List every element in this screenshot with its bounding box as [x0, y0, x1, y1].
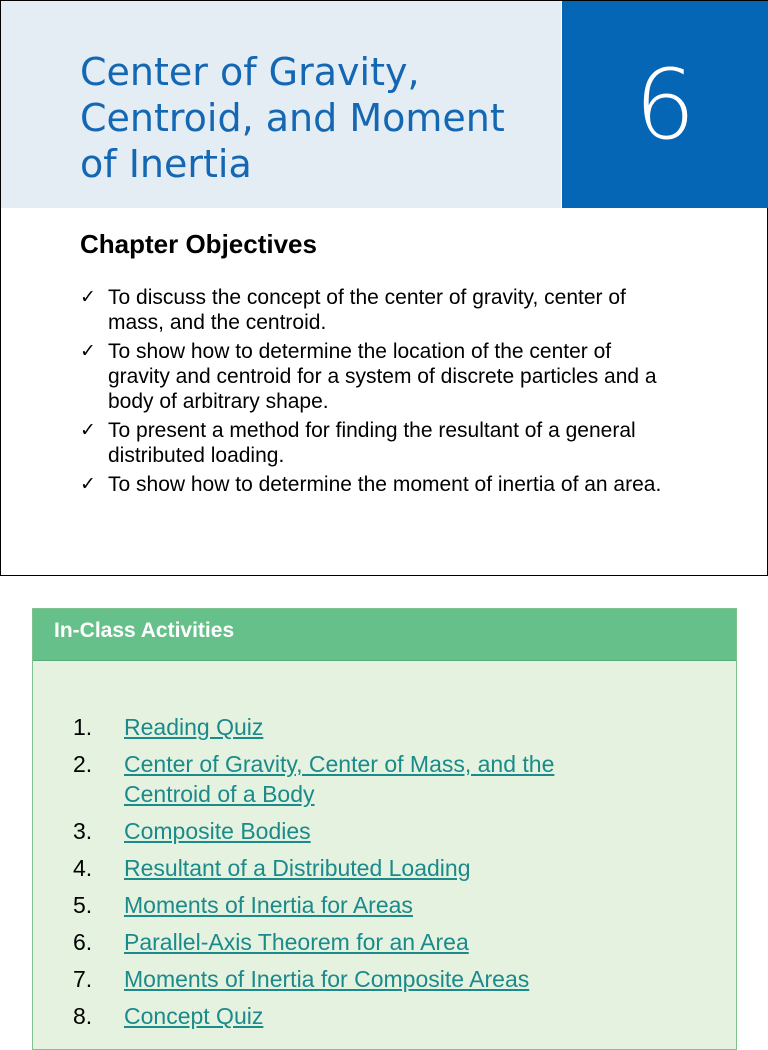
- objective-text: distributed loading.: [108, 444, 285, 467]
- chapter-number: 6: [562, 1, 768, 208]
- activity-item: [73, 890, 713, 920]
- objective-item: [80, 285, 750, 335]
- activity-number: 8.: [73, 1003, 93, 1029]
- objective-text: mass, and the centroid.: [108, 311, 327, 334]
- activity-number: 1.: [73, 714, 93, 740]
- objective-item: [80, 472, 750, 497]
- activity-link-reading-quiz[interactable]: Reading Quiz: [124, 714, 264, 740]
- activity-number: 4.: [73, 855, 93, 881]
- activity-link-moments-of-inertia[interactable]: Moments of Inertia for Areas: [124, 892, 413, 918]
- activity-link-composite-bodies[interactable]: Composite Bodies: [124, 818, 311, 844]
- checkmark-icon: ✓: [80, 419, 96, 441]
- objective-text: To show how to determine the moment of inertia of an area.: [108, 473, 662, 496]
- activity-item: [73, 964, 713, 994]
- title-band: [1, 1, 561, 208]
- activity-number: 5.: [73, 892, 93, 918]
- activity-item: [73, 853, 713, 883]
- activity-number: 6.: [73, 929, 93, 955]
- objective-text: gravity and centroid for a system of discrete particles and a: [108, 365, 657, 388]
- objective-item: [80, 339, 750, 414]
- activities-list: [73, 712, 713, 1038]
- activity-link-concept-quiz[interactable]: Concept Quiz: [124, 1003, 264, 1029]
- checkmark-icon: ✓: [80, 340, 96, 362]
- objectives-list: [80, 285, 750, 501]
- chapter-title: [80, 49, 550, 187]
- objectives-heading: Chapter Objectives: [80, 229, 317, 259]
- activity-item: [73, 816, 713, 846]
- activity-item: [73, 712, 713, 742]
- activity-number: 3.: [73, 818, 93, 844]
- activity-item: [73, 1001, 713, 1031]
- activity-item: [73, 927, 713, 957]
- objective-text: To show how to determine the location of the center of: [108, 340, 612, 363]
- activity-link-composite-areas[interactable]: Moments of Inertia for Composite Areas: [124, 966, 530, 992]
- activity-link-parallel-axis[interactable]: Parallel-Axis Theorem for an Area: [124, 929, 469, 955]
- chapter-title-line: of Inertia: [80, 142, 252, 186]
- activity-item: [73, 749, 713, 809]
- checkmark-icon: ✓: [80, 473, 96, 495]
- activity-link-center-of-gravity[interactable]: [124, 751, 554, 807]
- objective-item: [80, 418, 750, 468]
- activity-link-distributed-loading[interactable]: Resultant of a Distributed Loading: [124, 855, 471, 881]
- objective-text: To present a method for finding the resultant of a general: [108, 419, 636, 442]
- chapter-title-line: Centroid, and Moment: [80, 96, 505, 140]
- objective-text: body of arbitrary shape.: [108, 390, 329, 413]
- activities-heading: In-Class Activities: [33, 609, 736, 661]
- activities-panel: [32, 608, 737, 1050]
- activity-link-line: Centroid of a Body: [124, 781, 315, 807]
- objective-text: To discuss the concept of the center of gravity, center of: [108, 286, 626, 309]
- chapter-title-line: Center of Gravity,: [80, 50, 420, 94]
- checkmark-icon: ✓: [80, 286, 96, 308]
- activity-link-line: Center of Gravity, Center of Mass, and the: [124, 751, 555, 777]
- activity-number: 2.: [73, 751, 93, 777]
- activity-number: 7.: [73, 966, 93, 992]
